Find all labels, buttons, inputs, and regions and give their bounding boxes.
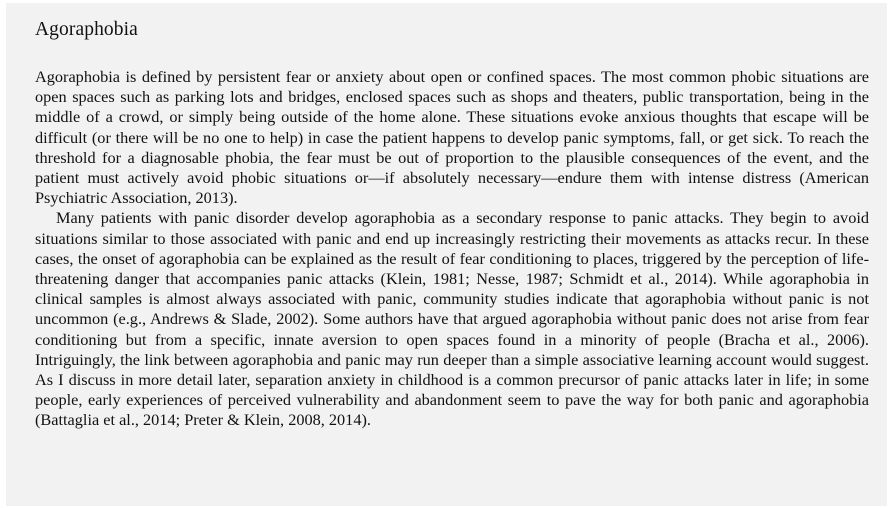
section-heading: Agoraphobia bbox=[35, 19, 138, 40]
document-content bbox=[35, 18, 869, 431]
document-page bbox=[6, 3, 887, 506]
paragraph-definition: Agoraphobia is defined by persistent fear or anxiety about open or confined spaces. The most common phobic situations are open spaces such as parking lots and bridges, enclosed spaces such as shops and theaters, public transportation, being in the middle of a crowd, or simply being outside of the home alone. These situations evoke anxious thoughts that escape will be difficult (or there will be no one to help) in case the patient happens to develop panic symptoms, fall, or get sick. To reach the threshold for a diagnosable phobia, the fear must be out of proportion to the plausible consequences of the event, and the patient must actively avoid phobic situations or—if absolutely necessary—endure them with intense distress (American Psychiatric Association, 2013). bbox=[35, 67, 869, 208]
paragraph-panic-link: Many patients with panic disorder develop agoraphobia as a secondary response to panic attacks. They begin to avoid situations similar to those associated with panic and end up increasingly restricting their movements as attacks recur. In these cases, the onset of agoraphobia can be explained as the result of fear conditioning to places, triggered by the perception of life-threatening danger that accompanies panic attacks (Klein, 1981; Nesse, 1987; Schmidt et al., 2014). While agoraphobia in clinical samples is almost always associated with panic, community studies indicate that agoraphobia without panic is not uncommon (e.g., Andrews & Slade, 2002). Some authors have that argued agoraphobia without panic does not arise from fear conditioning but from a specific, innate aversion to open spaces found in a minority of people (Bracha et al., 2006). Intriguingly, the link between agoraphobia and panic may run deeper than a simple associative learning account would suggest. As I discuss in more detail later, separation anxiety in childhood is a common precursor of panic attacks later in life; in some people, early experiences of perceived vulnerability and abandonment seem to pave the way for both panic and agoraphobia (Battaglia et al., 2014; Preter & Klein, 2008, 2014). bbox=[35, 208, 869, 430]
